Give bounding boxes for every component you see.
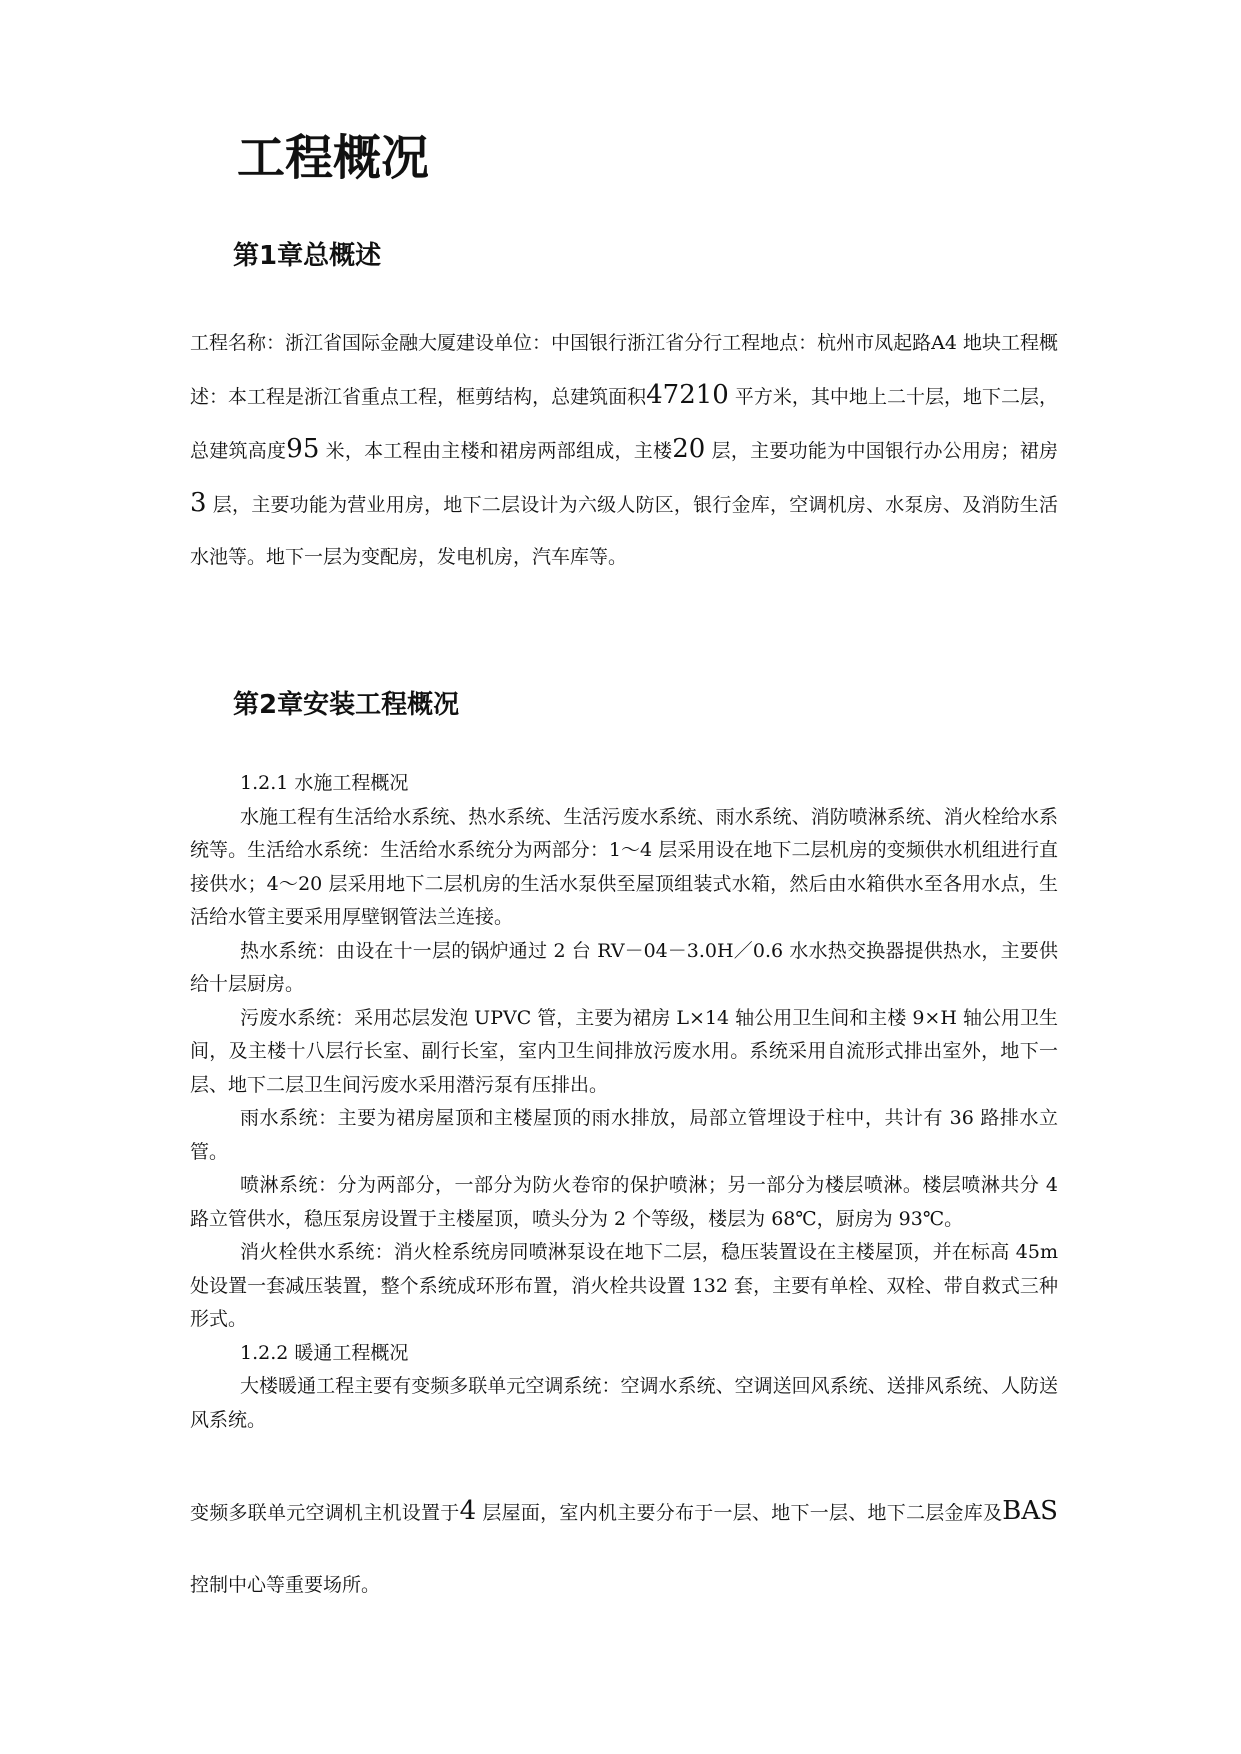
section-1-2-2-title: 1.2.2 暖通工程概况 [240, 1341, 409, 1364]
sprinkler-paragraph: 喷淋系统：分为两部分，一部分为防火卷帘的保护喷淋；另一部分为楼层喷淋。楼层喷淋共分 4 路立管供水，稳压泵房设置于主楼屋顶，喷头分为 2 个等级，楼层为 68℃，厨房为 93℃。 [190, 1174, 1058, 1230]
rain-water-paragraph: 雨水系统：主要为裙房屋顶和主楼屋顶的雨水排放，局部立管埋设于柱中，共计有 36 路排水立管。 [190, 1107, 1058, 1163]
section-1-2-1-title: 1.2.1 水施工程概况 [240, 772, 409, 794]
bas-label: BAS [1002, 1496, 1058, 1526]
main-floors-value: 20 [672, 434, 706, 464]
building-height-value: 95 [286, 434, 320, 464]
document-title: 工程概况 [237, 130, 430, 186]
text-run: 变频多联单元空调机主机设置于 [190, 1502, 460, 1524]
text-run: 控制中心等重要场所。 [190, 1574, 381, 1596]
building-area-value: 47210 [646, 380, 729, 410]
text-run: 层屋面，室内机主要分布于一层、地下一层、地下二层金库及 [476, 1502, 1003, 1524]
hot-water-paragraph: 热水系统：由设在十一层的锅炉通过 2 台 RV－04－3.0H／0.6 水水热交换器提供热水，主要供给十层厨房。 [190, 939, 1058, 995]
hvac-paragraph: 大楼暖通工程主要有变频多联单元空调系统：空调水系统、空调送回风系统、送排风系统、人防送风系统。 [190, 1375, 1058, 1431]
vrf-floor-value: 4 [459, 1496, 477, 1526]
text-run: 米，本工程由主楼和裙房两部组成，主楼 [319, 440, 673, 462]
chapter-1-heading: 第1章总概述 [233, 241, 382, 271]
podium-floors-value: 3 [190, 488, 207, 518]
chapter-2-body [190, 767, 1058, 1437]
text-run: 层，主要功能为中国银行办公用房；裙房 [705, 440, 1058, 462]
vrf-paragraph [190, 1475, 1058, 1621]
text-run: 层，主要功能为营业用房，地下二层设计为六级人防区，银行金库，空调机房、水泵房、及消防生活水池等。地下一层为变配房，发电机房，汽车库等。 [190, 494, 1058, 568]
text-run: 平方米，其中地上二十层，地下二层，总建筑高度 [190, 386, 1058, 462]
water-works-paragraph: 水施工程有生活给水系统、热水系统、生活污废水系统、雨水系统、消防喷淋系统、消火栓给水系统等。生活给水系统：生活给水系统分为两部分：1～4 层采用设在地下二层机房的变频供水机组进行直接供水；4～20 层采用地下二层机房的生活水泵供至屋顶组装式水箱，然后由水箱供水至各用水点，生活给水管主要采用厚壁钢管法兰连接。 [190, 805, 1058, 928]
chapter-1-overview-paragraph [190, 317, 1058, 583]
chapter-2-heading: 第2章安装工程概况 [233, 690, 460, 720]
waste-water-paragraph: 污废水系统：采用芯层发泡 UPVC 管，主要为裙房 L×14 轴公用卫生间和主楼 9×H 轴公用卫生间，及主楼十八层行长室、副行长室，室内卫生间排放污废水用。系统采用自流形式排出室外，地下一层、地下二层卫生间污废水采用潜污泵有压排出。 [190, 1006, 1058, 1096]
text-run: 工程名称：浙江省国际金融大厦建设单位：中国银行浙江省分行工程地点：杭州市凤起路A4 地块工程概述：本工程是浙江省重点工程，框剪结构，总建筑面积 [190, 332, 1058, 408]
hydrant-paragraph: 消火栓供水系统：消火栓系统房同喷淋泵设在地下二层，稳压装置设在主楼屋顶，并在标高 45m 处设置一套减压装置，整个系统成环形布置，消火栓共设置 132 套，主要有单栓、双栓、带自救式三种形式。 [190, 1241, 1058, 1330]
